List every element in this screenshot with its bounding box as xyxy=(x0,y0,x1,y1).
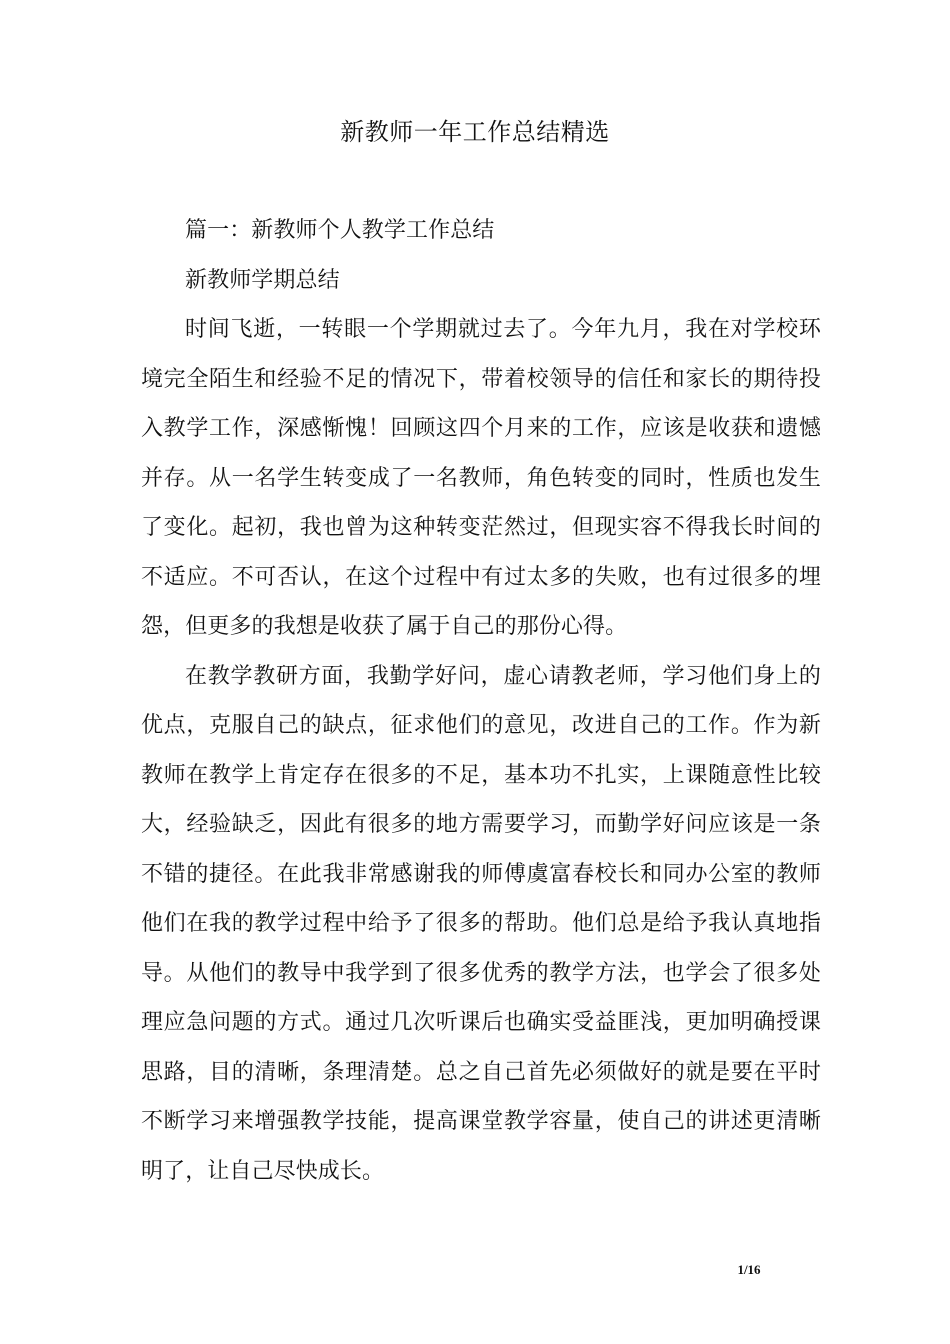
subsection-heading: 新教师学期总结 xyxy=(185,267,340,293)
page-number: 1/16 xyxy=(737,1262,761,1277)
body-paragraph: 时间飞逝，一转眼一个学期就过去了。今年九月，我在对学校环境完全陌生和经验不足的情况下，带着校领导的信任和家长的期待投入教学工作，深感惭愧！回顾这四个月来的工作，应该是收获和遗憾并存。从一名学生转变成了一名教师，角色转变的同时，性质也发生了变化。起初，我也曾为这种转变茫然过，但现实容不得我长时间的不适应。不可否认，在这个过程中有过太多的失败，也有过很多的埋怨，但更多的我想是收获了属于自己的那份心得。 xyxy=(141,317,821,639)
body-paragraph: 在教学教研方面，我勤学好问，虚心请教老师，学习他们身上的优点，克服自己的缺点，征求他们的意见，改进自己的工作。作为新教师在教学上肯定存在很多的不足，基本功不扎实，上课随意性比较大，经验缺乏，因此有很多的地方需要学习，而勤学好问应该是一条不错的捷径。在此我非常感谢我的师傅虞富春校长和同办公室的教师他们在我的教学过程中给予了很多的帮助。他们总是给予我认真地指导。从他们的教导中我学到了很多优秀的教学方法，也学会了很多处理应急问题的方式。通过几次听课后也确实受益匪浅，更加明确授课思路，目的清晰，条理清楚。总之自己首先必须做好的就是要在平时不断学习来增强教学技能，提高课堂教学容量，使自己的讲述更清晰明了，让自己尽快成长。 xyxy=(141,663,821,1184)
document-body xyxy=(141,206,821,1196)
document-title: 新教师一年工作总结精选 xyxy=(340,118,610,146)
section-heading: 篇一：新教师个人教学工作总结 xyxy=(185,218,495,243)
